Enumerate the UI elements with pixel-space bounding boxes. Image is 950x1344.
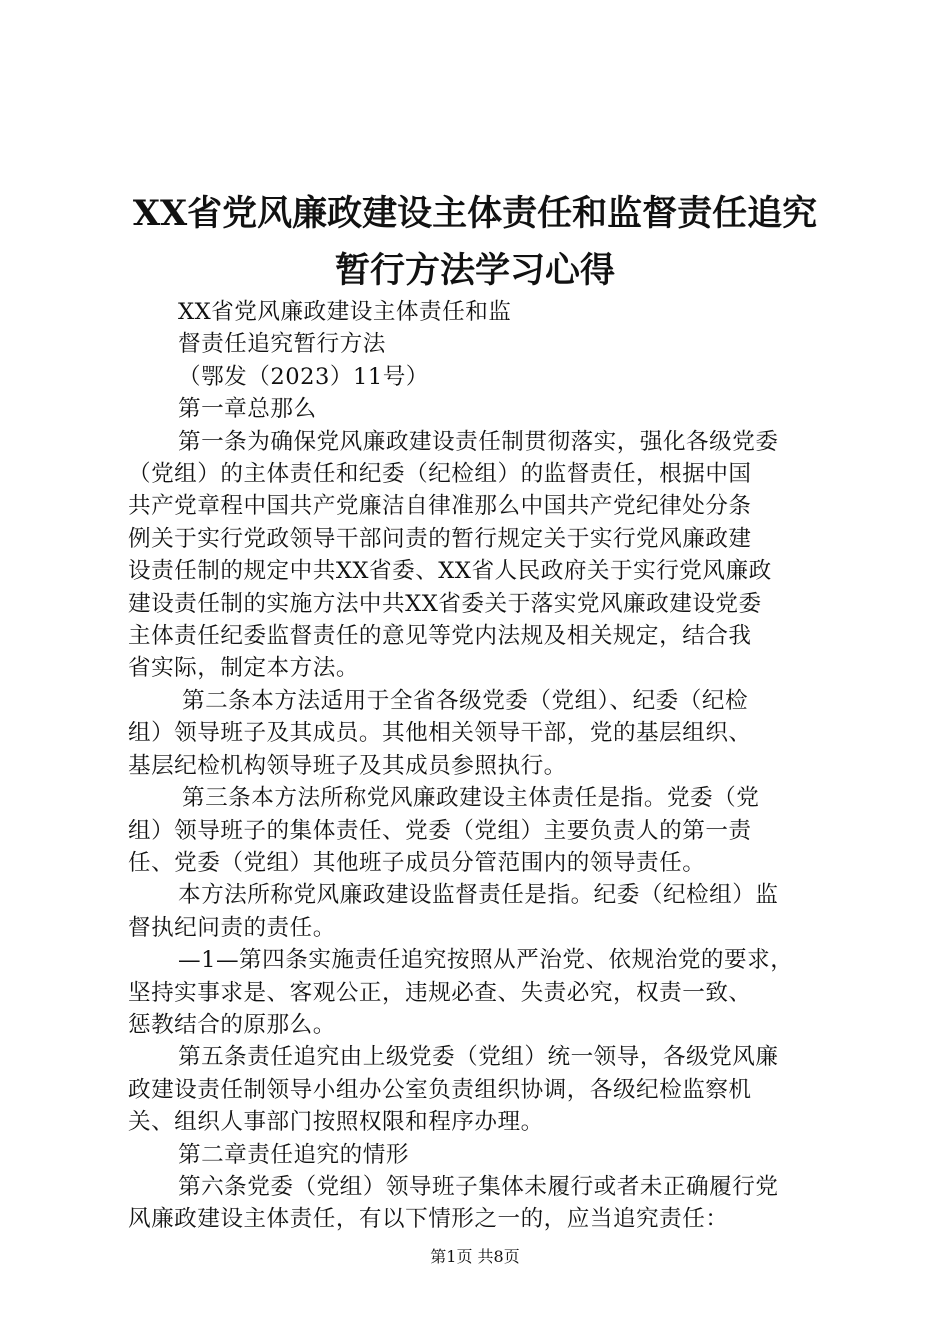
body-line: 省实际，制定本方法。 [128, 655, 359, 682]
body-line: 第一条为确保党风廉政建设责任制贯彻落实，强化各级党委 [178, 428, 779, 455]
body-line: XX省党风廉政建设主体责任和监 [178, 299, 512, 325]
body-line: （鄂发（2023）11号） [178, 363, 429, 390]
page-footer: 第1页 共8页 [430, 1247, 520, 1266]
body-line: 第二章责任追究的情形 [178, 1141, 409, 1168]
body-line: 风廉政建设主体责任，有以下情形之一的，应当追究责任： [128, 1206, 729, 1233]
document-title-line-1: XX省党风廉政建设主体责任和监督责任追究 [132, 193, 818, 234]
body-line: 组）领导班子及其成员。其他相关领导干部，党的基层组织、 [128, 720, 752, 747]
body-line: 主体责任纪委监督责任的意见等党内法规及相关规定，结合我 [128, 623, 752, 650]
body-line: 基层纪检机构领导班子及其成员参照执行。 [128, 752, 567, 779]
document-title-line-2: 暂行方法学习心得 [334, 250, 615, 291]
body-line: 例关于实行党政领导干部问责的暂行规定关于实行党风廉政建 [128, 525, 752, 552]
body-line: 任、党委（党组）其他班子成员分管范围内的领导责任。 [128, 849, 706, 876]
body-line: 督执纪问责的责任。 [128, 914, 336, 941]
body-line: （党组）的主体责任和纪委（纪检组）的监督责任，根据中国 [128, 461, 752, 488]
body-line: 共产党章程中国共产党廉洁自律准那么中国共产党纪律处分条 [128, 493, 752, 520]
body-line: 本方法所称党风廉政建设监督责任是指。纪委（纪检组）监 [178, 882, 779, 909]
document-body [128, 296, 836, 1236]
body-line: —1—第四条实施责任追究按照从严治党、依规治党的要求， [178, 947, 794, 974]
body-line: 第六条党委（党组）领导班子集体未履行或者未正确履行党 [178, 1173, 779, 1200]
body-line: 第三条本方法所称党风廉政建设主体责任是指。党委（党 [182, 785, 760, 812]
body-line: 惩教结合的原那么。 [128, 1011, 336, 1038]
body-line: 第一章总那么 [178, 396, 317, 423]
body-line: 第五条责任追究由上级党委（党组）统一领导，各级党风廉 [178, 1044, 779, 1071]
body-line: 关、组织人事部门按照权限和程序办理。 [128, 1109, 544, 1136]
body-line: 组）领导班子的集体责任、党委（党组）主要负责人的第一责 [128, 817, 752, 844]
body-line: 第二条本方法适用于全省各级党委（党组）、纪委（纪检 [182, 687, 749, 714]
body-line: 政建设责任制领导小组办公室负责组织协调，各级纪检监察机 [128, 1076, 752, 1103]
body-line: 督责任追究暂行方法 [178, 331, 386, 358]
body-line: 建设责任制的实施方法中共XX省委关于落实党风廉政建设党委 [128, 590, 762, 617]
body-line: 设责任制的规定中共XX省委、XX省人民政府关于实行党风廉政 [128, 558, 772, 585]
body-line: 坚持实事求是、客观公正，违规必查、失责必究，权责一致、 [128, 979, 752, 1006]
